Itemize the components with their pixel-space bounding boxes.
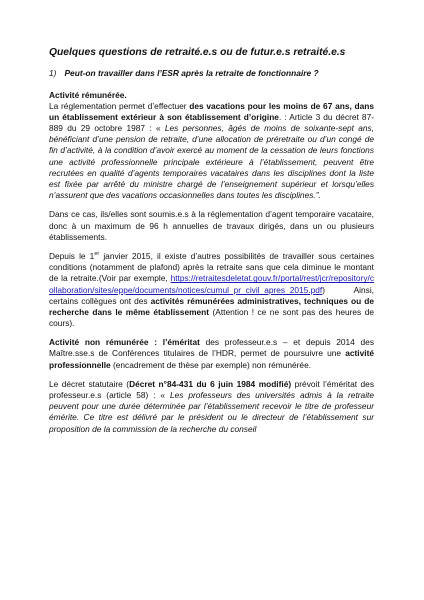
italic-span: , âgés de moins de soixante-sept ans, bénéficiant d’une pension de retraite, d’une allocation de préretraite ou d’un congé de fin d’activité, à la condition d’avoir exercé au moment de la cessation de leurs fonctions une activité professionnelle principale extérieure à l’établissement, peuvent être recrutées en qualité d’agents temporaires vacataires dans les disciplines dont la liste est fixée par arrêté du ministre chargé de l’enseignement supérieur et lorsqu’elles n’assurent que des vacations occasionnelles dans toutes les disciplines.”. (49, 123, 374, 200)
question-1 (49, 68, 374, 79)
text-span: (Attention ! ce ne sont pas des heures de cours). (49, 306, 374, 328)
text-span: Le décret statutaire ( (49, 379, 130, 390)
text-span: ) Ainsi, certains collègues ont des (49, 284, 374, 306)
italic-span: Les personnes (164, 123, 222, 134)
bold-span: Activité non rémunérée : l’éméritat (49, 337, 200, 348)
bold-span: des vacations pour les moins de 67 ans, dans un établissement extérieur à son établissement d’origine (49, 101, 374, 123)
paragraph-regulation (49, 101, 374, 201)
text-span: des professeur.e.s – et depuis 2014 des Maître.sse.s de Conférences titulaires de l’HDR, permet de poursuivre une (49, 337, 374, 359)
italic-span: Les professeurs des universités admis à la retraite peuvent pour une durée déterminée par l’établissement recevoir le titre de professeur émérite. Ce titre est délivré par le président ou le directeur de l’établissement sur proposition de la commission de la recherche du conseil (49, 390, 375, 434)
question-text: Peut-on travailler dans l’ESR après la retraite de fonctionnaire ? (64, 68, 319, 78)
document-title: Quelques questions de retraité.e.s ou de futur.e.s retraité.e.s (49, 47, 346, 58)
text-span: janvier 2015, il existe d’autres possibilités de travailler sous certaines conditions (notamment de plafond) après la retraite sans que cela diminue le montant de la retraite.(Voir par exemple, (49, 251, 374, 284)
section-heading-paid-activity: Activité rémunérée. (49, 90, 127, 100)
bold-span: activité professionnelle (49, 348, 374, 370)
bold-span: activités rémunérées administratives, techniques ou de recherche dans le même établissement (49, 295, 374, 317)
text-span: . : Article 3 du décret 87-889 du 29 octobre 1987 : « (49, 112, 374, 134)
superscript: er (94, 251, 100, 258)
paragraph-vacataire: Dans ce cas, ils/elles sont soumis.e.s à la réglementation d’agent temporaire vacataire, donc à un maximum de 96 h annuelles de travaux dirigés, dans un ou plusieurs établissements. (49, 209, 374, 242)
question-number: 1) (49, 68, 57, 78)
paragraph-unpaid-activity (49, 337, 374, 370)
paragraph-since-2015 (49, 251, 374, 329)
bold-span: Décret n°84-431 du 6 juin 1984 modifié) (129, 379, 292, 390)
text-span: La réglementation permet d’effectuer (49, 101, 190, 112)
text-span: Depuis le 1 (49, 251, 95, 262)
text-span: (encadrement de thèse par exemple) non rémunérée. (110, 359, 312, 370)
text-span: prévoit l’éméritat des professeur.e.s (article 58) : « (49, 379, 374, 401)
paragraph-decree (49, 379, 374, 434)
retraites-link[interactable]: https://retraitesdeletat.gouv.fr/portal/rest/jcr/repository/collaboration/sites/eppe/documents/notices/cumul_pr_civil_apres_2015.pdf (49, 273, 374, 295)
